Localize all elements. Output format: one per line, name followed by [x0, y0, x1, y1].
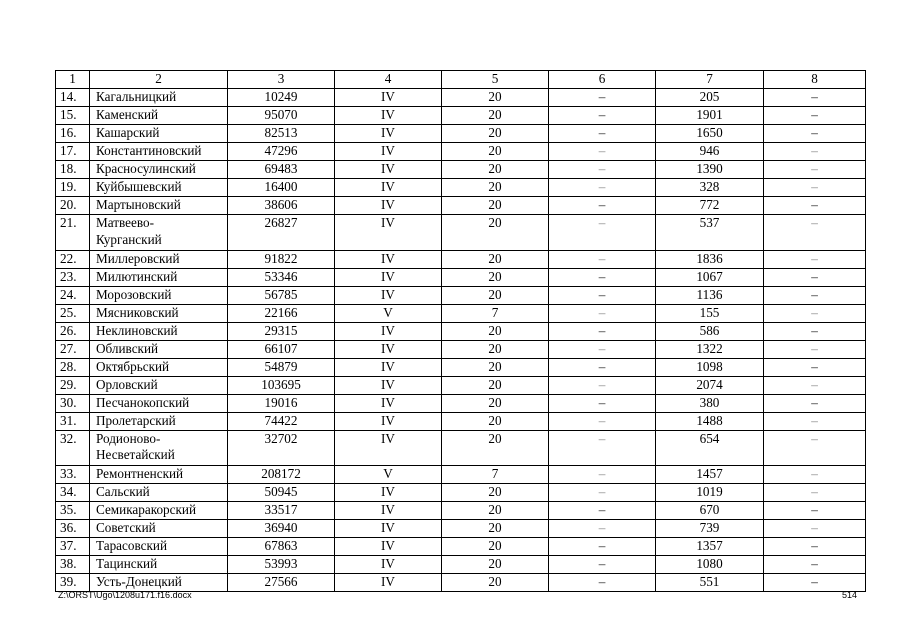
category-col4: IV — [335, 574, 442, 592]
value-col3: 10249 — [228, 89, 335, 107]
value-col7: 1019 — [656, 484, 764, 502]
dash-col6: – — [549, 358, 656, 376]
value-col3: 82513 — [228, 125, 335, 143]
value-col7: 1650 — [656, 125, 764, 143]
dash-col8: – — [764, 197, 866, 215]
dash-col8: – — [764, 89, 866, 107]
value-col7: 1357 — [656, 538, 764, 556]
header-cell-3: 3 — [228, 71, 335, 89]
value-col7: 551 — [656, 574, 764, 592]
value-col5: 20 — [442, 376, 549, 394]
district-name: Орловский — [90, 376, 228, 394]
row-number: 34. — [56, 484, 90, 502]
value-col5: 20 — [442, 430, 549, 466]
value-col7: 1322 — [656, 340, 764, 358]
value-col5: 20 — [442, 394, 549, 412]
row-number: 21. — [56, 215, 90, 251]
row-number: 15. — [56, 107, 90, 125]
dash-col6: – — [549, 179, 656, 197]
value-col5: 20 — [442, 484, 549, 502]
value-col7: 2074 — [656, 376, 764, 394]
value-col7: 1080 — [656, 556, 764, 574]
row-number: 18. — [56, 161, 90, 179]
dash-col8: – — [764, 268, 866, 286]
table-row — [56, 197, 866, 215]
table-row — [56, 574, 866, 592]
table-row — [56, 484, 866, 502]
category-col4: IV — [335, 286, 442, 304]
value-col5: 20 — [442, 574, 549, 592]
dash-col8: – — [764, 322, 866, 340]
dash-col8: – — [764, 574, 866, 592]
dash-col6: – — [549, 250, 656, 268]
row-number: 38. — [56, 556, 90, 574]
value-col5: 20 — [442, 268, 549, 286]
dash-col8: – — [764, 466, 866, 484]
table-row — [56, 394, 866, 412]
table-row — [56, 125, 866, 143]
dash-col8: – — [764, 538, 866, 556]
value-col5: 20 — [442, 322, 549, 340]
header-cell-4: 4 — [335, 71, 442, 89]
category-col4: IV — [335, 89, 442, 107]
table-row — [56, 376, 866, 394]
dash-col8: – — [764, 179, 866, 197]
dash-col6: – — [549, 143, 656, 161]
table-row — [56, 89, 866, 107]
dash-col8: – — [764, 340, 866, 358]
dash-col8: – — [764, 143, 866, 161]
table-row — [56, 538, 866, 556]
district-name: Кашарский — [90, 125, 228, 143]
category-col4: IV — [335, 430, 442, 466]
value-col3: 36940 — [228, 520, 335, 538]
value-col5: 20 — [442, 107, 549, 125]
table-row — [56, 143, 866, 161]
row-number: 20. — [56, 197, 90, 215]
value-col3: 53346 — [228, 268, 335, 286]
category-col4: IV — [335, 215, 442, 251]
district-name: Усть-Донецкий — [90, 574, 228, 592]
value-col5: 20 — [442, 412, 549, 430]
district-name: Красносулинский — [90, 161, 228, 179]
row-number: 22. — [56, 250, 90, 268]
district-name: Тацинский — [90, 556, 228, 574]
value-col3: 69483 — [228, 161, 335, 179]
value-col3: 54879 — [228, 358, 335, 376]
row-number: 27. — [56, 340, 90, 358]
table-row — [56, 161, 866, 179]
value-col5: 20 — [442, 286, 549, 304]
row-number: 16. — [56, 125, 90, 143]
value-col3: 27566 — [228, 574, 335, 592]
row-number: 37. — [56, 538, 90, 556]
row-number: 29. — [56, 376, 90, 394]
dash-col8: – — [764, 250, 866, 268]
row-number: 30. — [56, 394, 90, 412]
value-col7: 1836 — [656, 250, 764, 268]
dash-col6: – — [549, 125, 656, 143]
value-col5: 20 — [442, 250, 549, 268]
dash-col6: – — [549, 430, 656, 466]
dash-col6: – — [549, 107, 656, 125]
district-name: Морозовский — [90, 286, 228, 304]
category-col4: IV — [335, 556, 442, 574]
table-row — [56, 520, 866, 538]
dash-col6: – — [549, 197, 656, 215]
dash-col6: – — [549, 340, 656, 358]
value-col5: 20 — [442, 502, 549, 520]
value-col7: 772 — [656, 197, 764, 215]
district-name: Тарасовский — [90, 538, 228, 556]
district-name: Октябрьский — [90, 358, 228, 376]
value-col7: 537 — [656, 215, 764, 251]
value-col3: 50945 — [228, 484, 335, 502]
value-col3: 26827 — [228, 215, 335, 251]
category-col4: IV — [335, 125, 442, 143]
table-row — [56, 502, 866, 520]
category-col4: IV — [335, 161, 442, 179]
value-col7: 739 — [656, 520, 764, 538]
dash-col6: – — [549, 574, 656, 592]
district-name: Советский — [90, 520, 228, 538]
category-col4: IV — [335, 394, 442, 412]
value-col5: 20 — [442, 358, 549, 376]
dash-col6: – — [549, 89, 656, 107]
value-col3: 56785 — [228, 286, 335, 304]
value-col5: 20 — [442, 161, 549, 179]
dash-col6: – — [549, 161, 656, 179]
district-name: Ремонтненский — [90, 466, 228, 484]
district-name: Сальский — [90, 484, 228, 502]
table-row — [56, 304, 866, 322]
district-name: Семикаракорский — [90, 502, 228, 520]
value-col3: 67863 — [228, 538, 335, 556]
district-name: Родионово- Несветайский — [90, 430, 228, 466]
row-number: 28. — [56, 358, 90, 376]
value-col5: 20 — [442, 89, 549, 107]
value-col3: 33517 — [228, 502, 335, 520]
header-cell-7: 7 — [656, 71, 764, 89]
row-number: 39. — [56, 574, 90, 592]
category-col4: IV — [335, 143, 442, 161]
category-col4: V — [335, 304, 442, 322]
value-col7: 1457 — [656, 466, 764, 484]
value-col3: 66107 — [228, 340, 335, 358]
value-col7: 1390 — [656, 161, 764, 179]
dash-col8: – — [764, 430, 866, 466]
category-col4: IV — [335, 358, 442, 376]
category-col4: IV — [335, 250, 442, 268]
value-col3: 208172 — [228, 466, 335, 484]
table-row — [56, 358, 866, 376]
value-col7: 328 — [656, 179, 764, 197]
table-row — [56, 107, 866, 125]
value-col3: 16400 — [228, 179, 335, 197]
table-row — [56, 340, 866, 358]
category-col4: IV — [335, 376, 442, 394]
district-name: Константиновский — [90, 143, 228, 161]
value-col7: 380 — [656, 394, 764, 412]
value-col5: 20 — [442, 215, 549, 251]
dash-col6: – — [549, 520, 656, 538]
category-col4: IV — [335, 412, 442, 430]
value-col5: 20 — [442, 197, 549, 215]
row-number: 32. — [56, 430, 90, 466]
row-number: 25. — [56, 304, 90, 322]
category-col4: IV — [335, 340, 442, 358]
dash-col8: – — [764, 125, 866, 143]
table-row — [56, 250, 866, 268]
row-number: 23. — [56, 268, 90, 286]
value-col5: 7 — [442, 304, 549, 322]
district-name: Обливский — [90, 340, 228, 358]
table-body — [56, 89, 866, 592]
header-cell-2: 2 — [90, 71, 228, 89]
table-row — [56, 556, 866, 574]
category-col4: IV — [335, 268, 442, 286]
dash-col8: – — [764, 484, 866, 502]
row-number: 14. — [56, 89, 90, 107]
district-name: Кагальницкий — [90, 89, 228, 107]
district-name: Пролетарский — [90, 412, 228, 430]
dash-col8: – — [764, 520, 866, 538]
dash-col6: – — [549, 304, 656, 322]
footer-file-path: Z:\ORST\Ugo\1208u171.f16.docx — [58, 590, 192, 600]
row-number: 19. — [56, 179, 90, 197]
dash-col6: – — [549, 394, 656, 412]
row-number: 33. — [56, 466, 90, 484]
dash-col8: – — [764, 161, 866, 179]
dash-col8: – — [764, 412, 866, 430]
value-col7: 155 — [656, 304, 764, 322]
dash-col6: – — [549, 466, 656, 484]
category-col4: IV — [335, 107, 442, 125]
value-col5: 20 — [442, 520, 549, 538]
row-number: 17. — [56, 143, 90, 161]
category-col4: IV — [335, 502, 442, 520]
data-table — [55, 70, 866, 592]
header-cell-5: 5 — [442, 71, 549, 89]
table-row — [56, 286, 866, 304]
district-name: Мартыновский — [90, 197, 228, 215]
category-col4: IV — [335, 322, 442, 340]
dash-col6: – — [549, 322, 656, 340]
table-row — [56, 466, 866, 484]
dash-col8: – — [764, 358, 866, 376]
table-row — [56, 322, 866, 340]
district-name: Милютинский — [90, 268, 228, 286]
value-col3: 47296 — [228, 143, 335, 161]
row-number: 31. — [56, 412, 90, 430]
dash-col6: – — [549, 538, 656, 556]
value-col7: 1098 — [656, 358, 764, 376]
dash-col6: – — [549, 412, 656, 430]
value-col3: 95070 — [228, 107, 335, 125]
district-name: Миллеровский — [90, 250, 228, 268]
value-col7: 1067 — [656, 268, 764, 286]
dash-col8: – — [764, 556, 866, 574]
district-name: Песчанокопский — [90, 394, 228, 412]
dash-col6: – — [549, 215, 656, 251]
dash-col6: – — [549, 502, 656, 520]
value-col5: 20 — [442, 179, 549, 197]
dash-col8: – — [764, 215, 866, 251]
dash-col6: – — [549, 376, 656, 394]
table-row — [56, 430, 866, 466]
dash-col8: – — [764, 502, 866, 520]
dash-col8: – — [764, 286, 866, 304]
value-col7: 670 — [656, 502, 764, 520]
header-cell-1: 1 — [56, 71, 90, 89]
table-row — [56, 412, 866, 430]
table-row — [56, 179, 866, 197]
category-col4: V — [335, 466, 442, 484]
value-col3: 38606 — [228, 197, 335, 215]
dash-col6: – — [549, 268, 656, 286]
row-number: 36. — [56, 520, 90, 538]
value-col3: 19016 — [228, 394, 335, 412]
category-col4: IV — [335, 538, 442, 556]
district-name: Неклиновский — [90, 322, 228, 340]
row-number: 26. — [56, 322, 90, 340]
district-name: Куйбышевский — [90, 179, 228, 197]
value-col3: 22166 — [228, 304, 335, 322]
category-col4: IV — [335, 484, 442, 502]
value-col7: 1901 — [656, 107, 764, 125]
value-col5: 20 — [442, 125, 549, 143]
value-col5: 20 — [442, 556, 549, 574]
value-col3: 74422 — [228, 412, 335, 430]
value-col3: 29315 — [228, 322, 335, 340]
district-name: Каменский — [90, 107, 228, 125]
value-col3: 32702 — [228, 430, 335, 466]
header-cell-8: 8 — [764, 71, 866, 89]
category-col4: IV — [335, 520, 442, 538]
dash-col6: – — [549, 556, 656, 574]
value-col7: 946 — [656, 143, 764, 161]
header-cell-6: 6 — [549, 71, 656, 89]
value-col7: 1136 — [656, 286, 764, 304]
table-header-row — [56, 71, 866, 89]
dash-col6: – — [549, 484, 656, 502]
footer-page-number: 514 — [841, 590, 857, 600]
value-col7: 654 — [656, 430, 764, 466]
value-col7: 586 — [656, 322, 764, 340]
district-name: Мясниковский — [90, 304, 228, 322]
row-number: 24. — [56, 286, 90, 304]
table-row — [56, 215, 866, 251]
district-name: Матвеево- Курганский — [90, 215, 228, 251]
value-col5: 20 — [442, 340, 549, 358]
value-col3: 91822 — [228, 250, 335, 268]
value-col7: 1488 — [656, 412, 764, 430]
row-number: 35. — [56, 502, 90, 520]
value-col3: 103695 — [228, 376, 335, 394]
value-col5: 20 — [442, 538, 549, 556]
category-col4: IV — [335, 179, 442, 197]
dash-col8: – — [764, 376, 866, 394]
dash-col8: – — [764, 304, 866, 322]
category-col4: IV — [335, 197, 442, 215]
value-col7: 205 — [656, 89, 764, 107]
dash-col8: – — [764, 107, 866, 125]
dash-col6: – — [549, 286, 656, 304]
table-row — [56, 268, 866, 286]
value-col3: 53993 — [228, 556, 335, 574]
dash-col8: – — [764, 394, 866, 412]
value-col5: 7 — [442, 466, 549, 484]
value-col5: 20 — [442, 143, 549, 161]
